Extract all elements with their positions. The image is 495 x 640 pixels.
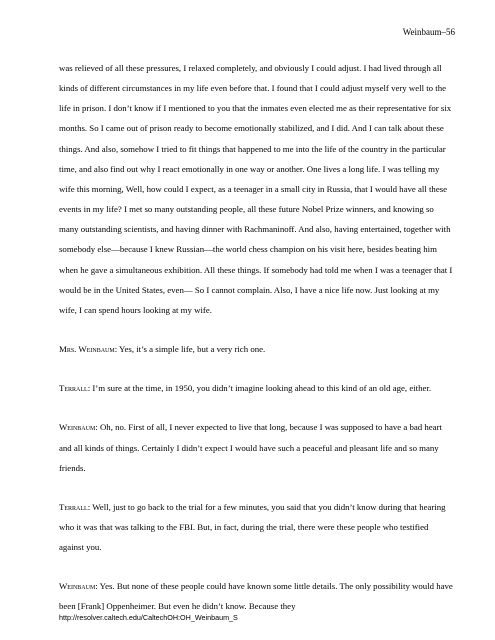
paragraph-text: Oh, no. First of all, I never expected to live that long, because I was supposed to have a bad heart and all kinds of things. Certainly I didn’t expect I would have such a peaceful and pleasant life and so many friends. (59, 422, 442, 473)
speaker-label: Mrs. Weinbaum: (59, 344, 118, 355)
page-header: Weinbaum–56 (402, 27, 455, 37)
paragraph-mrs-weinbaum (59, 339, 455, 359)
paragraph-continuation (59, 58, 455, 320)
speaker-label: Terrall: (59, 501, 91, 512)
paragraph-terrall-1 (59, 378, 455, 398)
paragraph-text: Well, just to go back to the trial for a few minutes, you said that you didn’t know during that hearing who it was that was talking to the FBI. But, in fact, during the trial, there were these people who testified against you. (59, 501, 446, 553)
speaker-label: Terrall: (59, 383, 91, 394)
paragraph-weinbaum-2 (59, 576, 455, 616)
speaker-label: Weinbaum: (59, 422, 98, 433)
paragraph-text: was relieved of all these pressures, I relaxed completely, and obviously I could adjust. I had lived through all kinds of different circumstances in my life even before that. I found that I could adjust myself very well to the life in prison. I don’t know if I mentioned to you that the inmates even elected me as their representative for six months. So I came out of prison ready to become emotionally stabilized, and I did. And I can talk about these things. And also, somehow I tried to fit things that happened to me into the life of the country in the particular time, and also find out why I react emotionally in one way or another. One lives a long life. I was telling my wife this morning, Well, how could I expect, as a teenager in a small city in Russia, that I would have all these events in my life? I met so many outstanding people, all these future Nobel Prize winners, and knowing so many outstanding scientists, and having dinner with Rachmaninoff. And also, having entertained, together with somebody else—because I knew Russian—the world chess champion on his visit here, besides beating him when he gave a simultaneous exhibition. All these things. If somebody had told me when I was a teenager that I would be in the United States, even— So I cannot complain. Also, I have a nice life now. Just looking at my wife, I can spend hours looking at my wife. (59, 63, 453, 315)
paragraph-terrall-2 (59, 497, 455, 557)
paragraph-text: Yes, it’s a simple life, but a very rich one. (119, 344, 266, 355)
paragraph-text: Yes. But none of these people could have known some little details. The only possibility would have been [Frank] Oppenheimer. But even he didn’t know. Because they (59, 581, 453, 612)
paragraph-weinbaum-1 (59, 417, 455, 477)
transcript-body (59, 58, 455, 617)
speaker-label: Weinbaum: (59, 581, 98, 592)
paragraph-text: I’m sure at the time, in 1950, you didn’t imagine looking ahead to this kind of an old age, either. (92, 383, 432, 394)
footer-url-link[interactable]: http://resolver.caltech.edu/CaltechOH:OH_Weinbaum_S (59, 613, 238, 622)
